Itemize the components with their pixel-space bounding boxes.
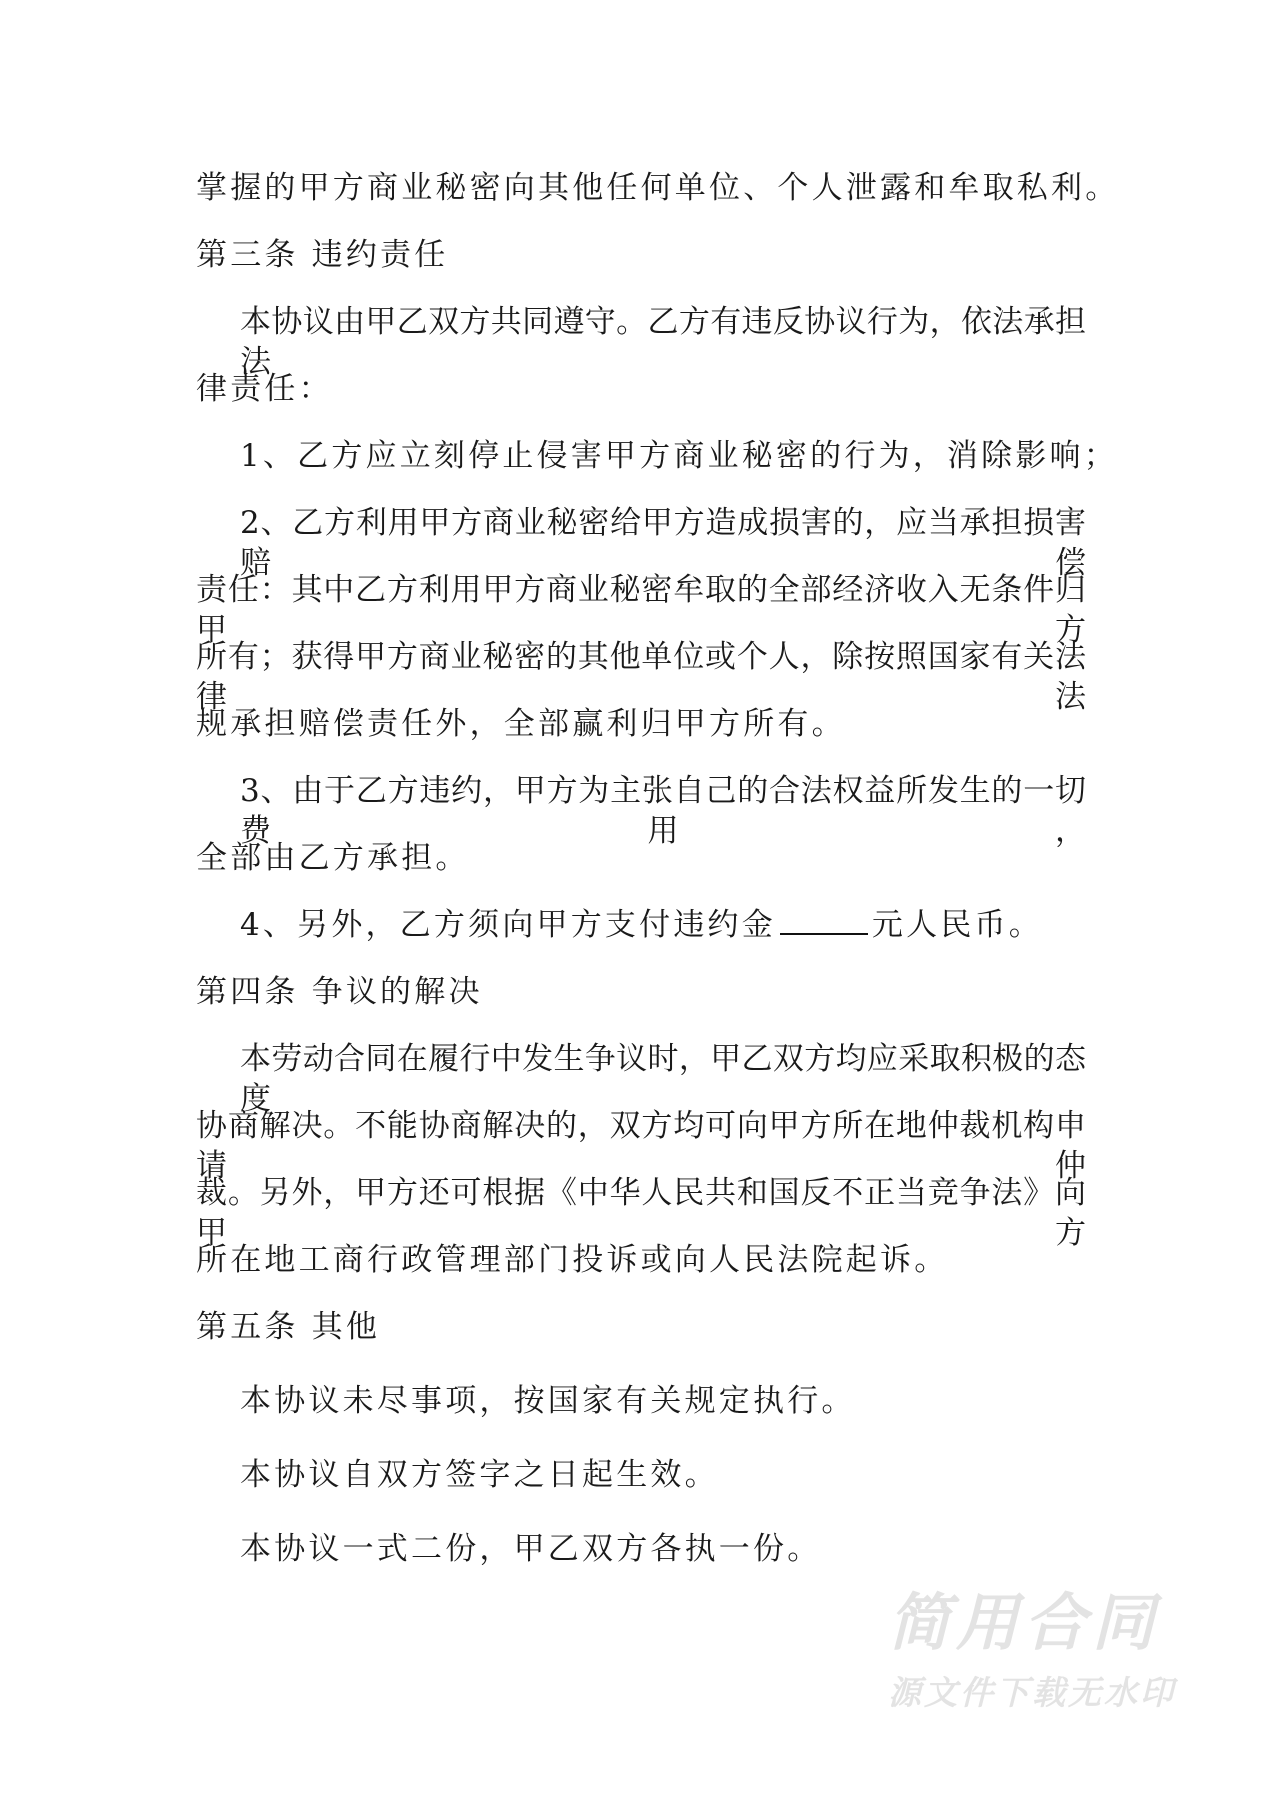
watermark-subtitle: 源文件下载无水印 xyxy=(888,1673,1176,1712)
list-item-4 xyxy=(196,905,1086,945)
list-item-4-text-before: 4、另外，乙方须向甲方支付违约金 xyxy=(240,907,776,943)
penalty-amount-blank xyxy=(780,907,868,935)
paragraph-line: 所有；获得甲方商业秘密的其他单位或个人，除按照国家有关法律法 xyxy=(196,639,1086,715)
list-item-2: 2、乙方利用甲方商业秘密给甲方造成损害的，应当承担损害赔偿 xyxy=(240,505,1086,581)
section-heading-4: 第四条 争议的解决 xyxy=(196,974,483,1010)
paragraph-line: 律责任： xyxy=(196,371,333,407)
watermark-title: 简用合同 xyxy=(888,1586,1161,1659)
paragraph-line: 本协议未尽事项，按国家有关规定执行。 xyxy=(240,1383,856,1419)
paragraph-line: 掌握的甲方商业秘密向其他任何单位、个人泄露和牟取私利。 xyxy=(196,170,1120,206)
section-heading-3: 第三条 违约责任 xyxy=(196,237,449,273)
paragraph-line: 协商解决。不能协商解决的，双方均可向甲方所在地仲裁机构申请仲 xyxy=(196,1108,1086,1184)
list-item-4-text-after: 元人民币。 xyxy=(871,907,1043,943)
section-heading-5: 第五条 其他 xyxy=(196,1309,381,1345)
paragraph-line: 本协议自双方签字之日起生效。 xyxy=(240,1457,719,1493)
paragraph-line: 本协议一式二份，甲乙双方各执一份。 xyxy=(240,1531,822,1567)
list-item-1: 1、乙方应立刻停止侵害甲方商业秘密的行为，消除影响； xyxy=(240,438,1118,474)
list-item-3: 3、由于乙方违约，甲方为主张自己的合法权益所发生的一切费用， xyxy=(240,773,1086,849)
paragraph-line: 本劳动合同在履行中发生争议时，甲乙双方均应采取积极的态度 xyxy=(240,1041,1086,1117)
paragraph-line: 规承担赔偿责任外，全部赢利归甲方所有。 xyxy=(196,706,846,742)
paragraph-line: 全部由乙方承担。 xyxy=(196,840,470,876)
paragraph-line: 本协议由甲乙双方共同遵守。乙方有违反协议行为，依法承担法 xyxy=(240,304,1086,380)
paragraph-line: 裁。另外，甲方还可根据《中华人民共和国反不正当竞争法》向甲方 xyxy=(196,1175,1086,1251)
paragraph-line: 所在地工商行政管理部门投诉或向人民法院起诉。 xyxy=(196,1242,949,1278)
paragraph-line: 责任：其中乙方利用甲方商业秘密牟取的全部经济收入无条件归甲方 xyxy=(196,572,1086,648)
